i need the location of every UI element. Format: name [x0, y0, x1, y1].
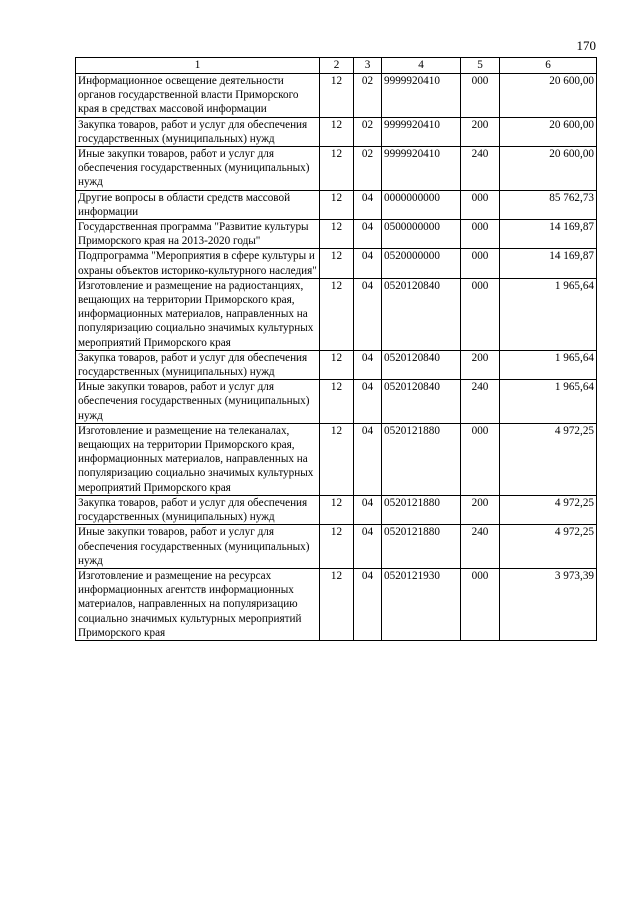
- table-row: [76, 568, 597, 640]
- table-body: [76, 74, 597, 641]
- row-amount-cell: 4 972,25: [500, 495, 597, 524]
- row-ministry-cell: 12: [320, 423, 354, 495]
- table-row: [76, 117, 597, 146]
- row-amount-cell: 1 965,64: [500, 278, 597, 350]
- row-ministry-cell: 12: [320, 147, 354, 191]
- row-ministry-cell: 12: [320, 278, 354, 350]
- row-expense-type-cell: 000: [461, 74, 500, 118]
- row-target-cell: 0520120840: [382, 380, 461, 424]
- row-amount-cell: 4 972,25: [500, 525, 597, 569]
- page-number: 170: [576, 38, 596, 53]
- row-name-cell: Государственная программа "Развитие культуры Приморского края на 2013-2020 годы": [76, 220, 320, 249]
- row-expense-type-cell: 200: [461, 495, 500, 524]
- row-amount-cell: 14 169,87: [500, 249, 597, 278]
- row-name-cell: Иные закупки товаров, работ и услуг для обеспечения государственных (муниципальных) нужд: [76, 147, 320, 191]
- row-name-cell: Закупка товаров, работ и услуг для обеспечения государственных (муниципальных) нужд: [76, 495, 320, 524]
- row-ministry-cell: 12: [320, 568, 354, 640]
- row-section-cell: 02: [354, 147, 382, 191]
- row-name-cell: Подпрограмма "Мероприятия в сфере культуры и охраны объектов историко-культурного наследия": [76, 249, 320, 278]
- table-row: [76, 74, 597, 118]
- row-section-cell: 04: [354, 220, 382, 249]
- row-amount-cell: 14 169,87: [500, 220, 597, 249]
- row-ministry-cell: 12: [320, 380, 354, 424]
- table-row: [76, 220, 597, 249]
- row-ministry-cell: 12: [320, 190, 354, 219]
- row-target-cell: 9999920410: [382, 147, 461, 191]
- row-expense-type-cell: 240: [461, 525, 500, 569]
- row-name-cell: Информационное освещение деятельности органов государственной власти Приморского края в средствах массовой информации: [76, 74, 320, 118]
- row-expense-type-cell: 000: [461, 220, 500, 249]
- row-section-cell: 04: [354, 495, 382, 524]
- row-name-cell: Изготовление и размещение на ресурсах информационных агентств информационных материалов, направленных на популяризацию социально значимых культурных мероприятий Приморского края: [76, 568, 320, 640]
- row-name-cell: Изготовление и размещение на телеканалах, вещающих на территории Приморского края, информационных материалов, направленных на популяризацию социально значимых культурных мероприятий Приморского края: [76, 423, 320, 495]
- row-ministry-cell: 12: [320, 220, 354, 249]
- row-section-cell: 04: [354, 278, 382, 350]
- header-cell: 1: [76, 58, 320, 74]
- row-section-cell: 04: [354, 423, 382, 495]
- row-expense-type-cell: 000: [461, 278, 500, 350]
- row-target-cell: 0500000000: [382, 220, 461, 249]
- row-expense-type-cell: 000: [461, 568, 500, 640]
- row-expense-type-cell: 240: [461, 147, 500, 191]
- row-ministry-cell: 12: [320, 525, 354, 569]
- row-target-cell: 0520120840: [382, 278, 461, 350]
- row-amount-cell: 20 600,00: [500, 117, 597, 146]
- table-row: [76, 423, 597, 495]
- row-ministry-cell: 12: [320, 495, 354, 524]
- table-row: [76, 380, 597, 424]
- table-row: [76, 190, 597, 219]
- row-section-cell: 04: [354, 380, 382, 424]
- row-ministry-cell: 12: [320, 249, 354, 278]
- header-cell: 4: [382, 58, 461, 74]
- row-name-cell: Иные закупки товаров, работ и услуг для обеспечения государственных (муниципальных) нужд: [76, 525, 320, 569]
- header-cell: 3: [354, 58, 382, 74]
- row-amount-cell: 1 965,64: [500, 350, 597, 379]
- row-expense-type-cell: 200: [461, 350, 500, 379]
- row-name-cell: Закупка товаров, работ и услуг для обеспечения государственных (муниципальных) нужд: [76, 350, 320, 379]
- row-ministry-cell: 12: [320, 74, 354, 118]
- table-row: [76, 525, 597, 569]
- header-cell: 5: [461, 58, 500, 74]
- row-section-cell: 04: [354, 525, 382, 569]
- row-amount-cell: 1 965,64: [500, 380, 597, 424]
- row-name-cell: Иные закупки товаров, работ и услуг для обеспечения государственных (муниципальных) нужд: [76, 380, 320, 424]
- row-expense-type-cell: 000: [461, 423, 500, 495]
- row-target-cell: 9999920410: [382, 74, 461, 118]
- row-ministry-cell: 12: [320, 350, 354, 379]
- row-section-cell: 02: [354, 117, 382, 146]
- row-expense-type-cell: 000: [461, 249, 500, 278]
- row-section-cell: 02: [354, 74, 382, 118]
- table-row: [76, 278, 597, 350]
- header-cell: 2: [320, 58, 354, 74]
- row-section-cell: 04: [354, 568, 382, 640]
- table-row: [76, 249, 597, 278]
- table-row: [76, 495, 597, 524]
- row-target-cell: 0520121880: [382, 495, 461, 524]
- row-section-cell: 04: [354, 190, 382, 219]
- row-target-cell: 0000000000: [382, 190, 461, 219]
- row-target-cell: 0520121930: [382, 568, 461, 640]
- row-target-cell: 0520000000: [382, 249, 461, 278]
- row-target-cell: 9999920410: [382, 117, 461, 146]
- row-amount-cell: 20 600,00: [500, 147, 597, 191]
- row-name-cell: Изготовление и размещение на радиостанциях, вещающих на территории Приморского края, информационных материалов, направленных на популяризацию социально значимых культурных мероприятий Приморского края: [76, 278, 320, 350]
- row-ministry-cell: 12: [320, 117, 354, 146]
- row-expense-type-cell: 200: [461, 117, 500, 146]
- table-row: [76, 147, 597, 191]
- row-expense-type-cell: 240: [461, 380, 500, 424]
- table-row: [76, 350, 597, 379]
- row-section-cell: 04: [354, 249, 382, 278]
- row-section-cell: 04: [354, 350, 382, 379]
- row-expense-type-cell: 000: [461, 190, 500, 219]
- header-row: [76, 58, 597, 74]
- table-header: [76, 58, 597, 74]
- row-name-cell: Другие вопросы в области средств массовой информации: [76, 190, 320, 219]
- header-cell: 6: [500, 58, 597, 74]
- row-name-cell: Закупка товаров, работ и услуг для обеспечения государственных (муниципальных) нужд: [76, 117, 320, 146]
- row-amount-cell: 4 972,25: [500, 423, 597, 495]
- budget-table: [75, 57, 597, 641]
- row-target-cell: 0520121880: [382, 525, 461, 569]
- row-amount-cell: 3 973,39: [500, 568, 597, 640]
- row-amount-cell: 20 600,00: [500, 74, 597, 118]
- row-amount-cell: 85 762,73: [500, 190, 597, 219]
- row-target-cell: 0520121880: [382, 423, 461, 495]
- row-target-cell: 0520120840: [382, 350, 461, 379]
